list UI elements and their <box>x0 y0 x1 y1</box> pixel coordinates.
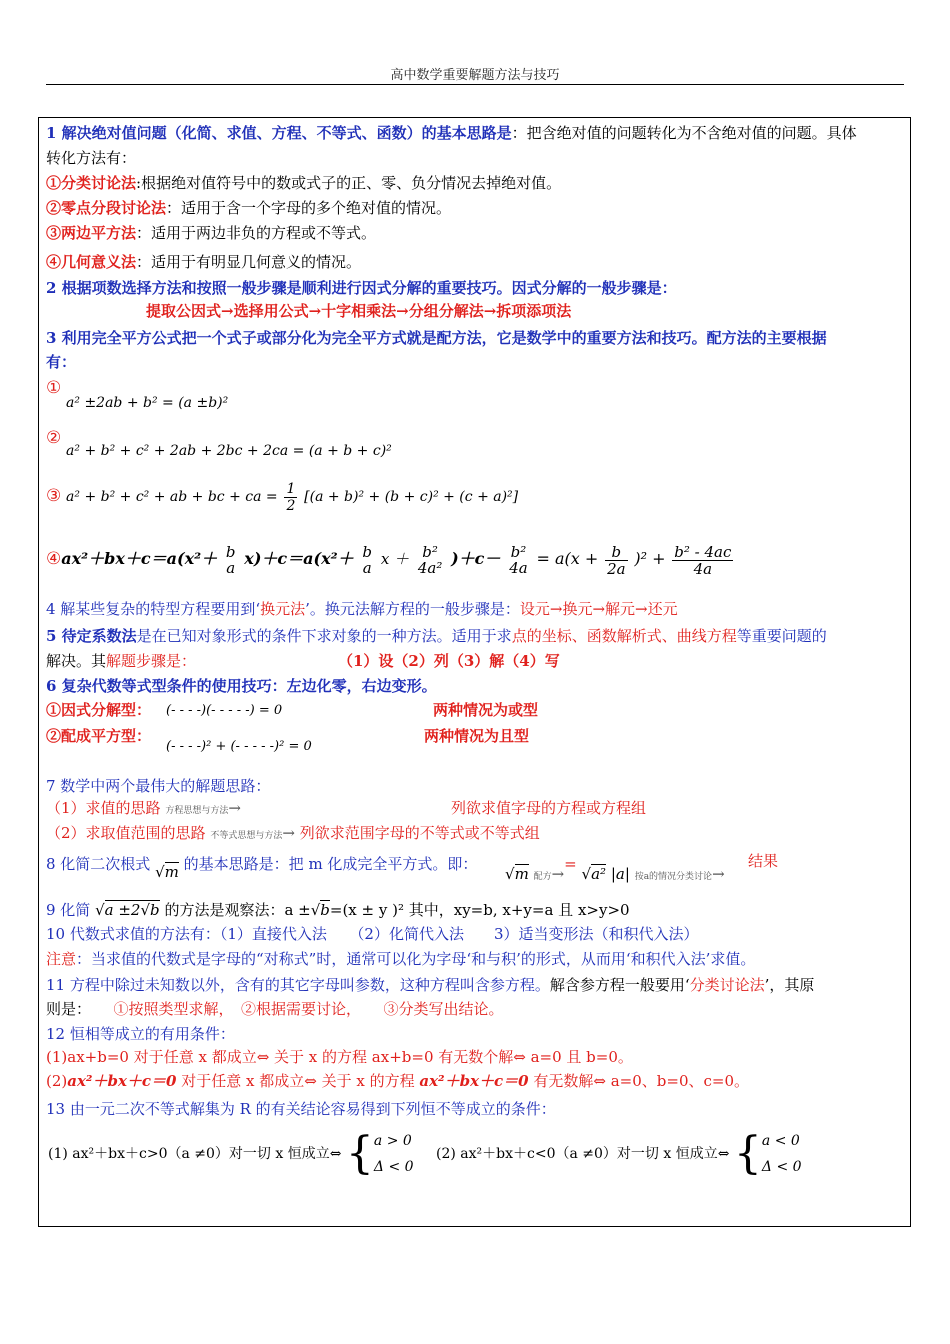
page-header: 高中数学重要解题方法与技巧 <box>390 68 560 83</box>
s7-title: 7 数学中两个最伟大的解题思路： <box>46 777 271 795</box>
s6-r1-name: ①因式分解型： <box>46 701 152 719</box>
arrow-icon: → <box>551 865 565 883</box>
s12-title: 12 恒相等成立的有用条件： <box>46 1025 235 1043</box>
s7-l1-right: 列欲求值字母的方程或方程组 <box>451 799 647 817</box>
header-rule <box>46 84 904 85</box>
s3-formula-3-right: [(a + b)² + (b + c)² + (c + a)²] <box>304 489 519 505</box>
s5-name: 5 待定系数法 <box>46 627 137 645</box>
s13-c2: (2) ax²＋bx＋c<0（a ≠0）对一切 x 恒成立⇔ <box>436 1146 730 1162</box>
s5-steps: （1）设（2）列（3）解（4）写 <box>338 652 560 670</box>
s13-c1-system <box>374 1128 414 1180</box>
s6-r1-formula: (- - - -)(- - - - -) = 0 <box>166 703 283 718</box>
s1-m3 <box>46 223 376 243</box>
s8-line <box>46 851 478 881</box>
s7-l2-small: 不等式思想与方法 <box>210 831 283 841</box>
s11-text: 11 方程中除过未知数以外，含有的其它字母叫参数，这种方程叫含参方程。 <box>46 976 550 994</box>
s2-steps: 提取公因式→选择用公式→十字相乘法→分组分解法→拆项添项法 <box>146 302 572 320</box>
s8-sqrt-a2: √a² <box>581 865 607 883</box>
s4-line <box>46 599 678 619</box>
s3-f4-d: x ＋ <box>380 550 410 568</box>
s3-formula-1: a² ±2ab + b² = (a ±b)² <box>66 395 229 411</box>
s3-f4-frac1 <box>224 544 238 576</box>
left-brace-icon: { <box>733 1128 762 1179</box>
arrow-icon: → <box>282 824 295 842</box>
s10-note-text: ：当求值的代数式是字母的“对称式”时，通常可以化为字母‘和与积’的形式，从而用‘和积代入法’求值。 <box>76 950 756 968</box>
s3-formula-2: a² + b² + c² + 2ab + 2bc + 2ca = (a + b + c)² <box>66 443 392 459</box>
s13-c2-bot: Δ < 0 <box>761 1159 802 1175</box>
s1-m4 <box>46 252 361 272</box>
s3-f4-row <box>46 535 735 583</box>
s5-text3: 解决。其 <box>46 652 107 670</box>
s3-f4-frac3-num: b² <box>422 543 438 561</box>
s1-m2-desc: ：适用于含一个字母的多个绝对值的情况。 <box>166 199 452 217</box>
s11-text4: 则是： <box>46 1000 84 1018</box>
s13-c1-bot: Δ < 0 <box>373 1159 414 1175</box>
s3-f2-mark: ② <box>46 428 62 448</box>
s3-f3-fraction <box>284 481 297 514</box>
s5-steps-label: 解题步骤是： <box>106 652 197 670</box>
s7-l1-small: 方程思想与方法 <box>165 806 229 816</box>
s9-radical <box>95 900 160 919</box>
s3-title2: 有： <box>46 353 77 371</box>
s7-l2-text: （2）求取值范围的思路 <box>46 824 206 842</box>
s3-f4-f: = a(x + <box>536 549 599 568</box>
s12-l2-a: (2) <box>46 1072 68 1090</box>
s7-l2-right: 列欲求范围字母的不等式或不等式组 <box>299 824 540 842</box>
s9-c: 的方法是观察法：a ± <box>164 901 311 919</box>
s8-chain-m: m <box>514 865 529 883</box>
s5-text: 是在已知对象形式的条件下求对象的一种方法。适用于求 <box>136 627 512 645</box>
s13-c1-top: a > 0 <box>373 1133 412 1149</box>
s5-apps: 点的坐标、函数解析式、曲线方程 <box>511 627 737 645</box>
s5-line2 <box>46 651 196 671</box>
s7-l1 <box>46 798 241 821</box>
s4-steps: 设元→换元→解元→还元 <box>519 600 678 618</box>
s1-intro: ：把含绝对值的问题转化为不含绝对值的问题。具体 <box>511 124 857 142</box>
s9-b: b <box>150 901 160 919</box>
s3-formula-3-left: a² + b² + c² + ab + bc + ca = <box>66 489 278 505</box>
s2-title: 2 根据项数选择方法和按照一般步骤是顺利进行因式分解的重要技巧。因式分解的一般步骤是： <box>46 279 677 297</box>
radical-icon: √ <box>581 865 592 883</box>
s10-note <box>46 949 755 969</box>
s8-chain <box>505 855 725 890</box>
arrow-icon: → <box>228 799 241 817</box>
s13-conditions <box>48 1126 802 1182</box>
s3-f4-frac6-num: b² - 4ac <box>674 542 732 561</box>
s1-m1-name: ①分类讨论法 <box>46 174 137 192</box>
s11-line1 <box>46 975 814 995</box>
s1-m2 <box>46 198 451 218</box>
radical-icon: √ <box>95 901 105 919</box>
s9-sqrt-b: √b <box>310 901 330 919</box>
s3-f4-frac4-num: b² <box>510 543 527 561</box>
s3-f3-mark: ③ <box>46 486 62 506</box>
s8-eq: = <box>564 855 577 873</box>
s13-title: 13 由一元二次不等式解集为 R 的有关结论容易得到下列恒不等成立的条件： <box>46 1100 556 1118</box>
s13-c2-system <box>762 1128 802 1180</box>
s3-f3-row <box>46 478 518 515</box>
s8-a: 8 化简二次根式 <box>46 855 151 873</box>
s10-text: 10 代数式求值的方法有：（1）直接代入法 （2）化简代入法 3）适当变形法（和积代入法） <box>46 925 699 943</box>
s1-m4-desc: ：适用于有明显几何意义的情况。 <box>136 253 362 271</box>
arrow-icon: → <box>712 865 725 883</box>
s1-m3-desc: ：适用于两边非负的方程或不等式。 <box>136 224 377 242</box>
s8-sqrt-m <box>155 859 179 885</box>
s1-m2-name: ②零点分段讨论法 <box>46 199 167 217</box>
s5-text2: 等重要问题的 <box>736 627 827 645</box>
s12-l2 <box>46 1071 749 1091</box>
s1-intro2: 转化方法有： <box>46 149 137 167</box>
s3-f4-mark: ④ <box>46 549 62 569</box>
s11-term: 分类讨论法 <box>689 976 765 994</box>
s3-f4-g: )² + <box>634 549 666 568</box>
left-brace-icon: { <box>345 1128 374 1179</box>
s12-l2-formula-2: ax²＋bx＋c＝0 <box>419 1072 529 1090</box>
s3-f4-c: x)＋c＝a(x²＋ <box>244 549 354 568</box>
s5-line1 <box>46 626 827 646</box>
s4-term: 换元法 <box>260 600 306 618</box>
s7-l1-text: （1）求值的思路 <box>46 799 161 817</box>
s3-f4-frac4 <box>507 544 530 576</box>
s3-f4-frac5-den: 2a <box>607 559 626 578</box>
s9-rad: a ±2 <box>104 901 141 919</box>
radical-icon: √ <box>505 865 515 883</box>
s12-l2-b: 对于任意 x 都成立⇔ 关于 x 的方程 <box>181 1072 415 1090</box>
s11-rules: ①按照类型求解， ②根据需要讨论， ③分类写出结论。 <box>113 1000 504 1018</box>
s7-l2 <box>46 823 540 846</box>
s1-m4-name: ④几何意义法 <box>46 253 137 271</box>
s9-a: 9 化简 <box>46 901 91 919</box>
s8-m: m <box>164 863 179 881</box>
s12-l2-c: 有无数解⇔ a=0、b=0、c=0。 <box>533 1072 750 1090</box>
s3-f4-frac1-num: b <box>225 543 236 561</box>
s1-line1 <box>46 123 857 143</box>
s8-chain-sqrt-m <box>505 864 529 883</box>
s8-small2: 按a的情况分类讨论 <box>634 872 713 882</box>
s9-line <box>46 900 630 920</box>
radical-icon: √ <box>155 863 165 881</box>
radical-icon: √ <box>140 901 151 919</box>
s3-f4-frac4-den: 4a <box>509 559 528 577</box>
s3-f4-frac2-den: a <box>362 559 372 577</box>
s3-f3-num: 1 <box>286 480 296 497</box>
s6-r1-note: 两种情况为或型 <box>433 701 539 719</box>
s1-m1-desc: :根据绝对值符号中的数或式子的正、零、负分情况去掉绝对值。 <box>136 174 562 192</box>
s6-r2-note: 两种情况为且型 <box>424 727 530 745</box>
s6-title: 6 复杂代数等式型条件的使用技巧：左边化零，右边变形。 <box>46 677 437 695</box>
s4-text: 4 解某些复杂的特型方程要用到‘ <box>46 600 261 618</box>
s10-note-label: 注意 <box>46 950 77 968</box>
s3-f4-frac3 <box>416 544 445 576</box>
s3-f4-a: ax²＋bx＋c＝a(x²＋ <box>61 549 218 568</box>
s8-b: 的基本思路是：把 m 化成完全平方式。即： <box>183 855 478 873</box>
s13-c2-top: a < 0 <box>761 1133 800 1149</box>
s1-m1 <box>46 173 561 193</box>
s11-text2: 解含参方程一般要用‘ <box>549 976 690 994</box>
s3-f3-den: 2 <box>286 497 296 514</box>
s8-small1: 配方 <box>533 872 552 882</box>
s3-f1-row <box>46 378 229 411</box>
s8-abs-a: |a| <box>610 865 630 883</box>
s3-f2-row <box>46 428 392 459</box>
s3-f4-frac2 <box>360 544 374 576</box>
s13-c1: (1) ax²＋bx＋c>0（a ≠0）对一切 x 恒成立⇔ <box>48 1146 342 1162</box>
s8-result: 结果 <box>748 852 779 870</box>
s6-r2-formula: (- - - -)² + (- - - - -)² = 0 <box>166 739 312 754</box>
s12-l2-formula: ax²＋bx＋c＝0 <box>67 1072 177 1090</box>
s3-f4-frac6 <box>672 544 733 577</box>
s11-text3: ’，其原 <box>764 976 815 994</box>
s3-f4-frac1-den: a <box>226 559 236 577</box>
s3-f4-frac2-num: b <box>362 543 373 561</box>
s4-text2: ’。换元法解方程的一般步骤是： <box>305 600 520 618</box>
s12-l1: (1)ax+b=0 对于任意 x 都成立⇔ 关于 x 的方程 ax+b=0 有无数个解⇔ a=0 且 b=0。 <box>46 1048 633 1066</box>
s1-title: 1 解决绝对值问题（化简、求值、方程、不等式、函数）的基本思路是 <box>46 124 512 142</box>
s9-d: =(x ± y )² 其中，xy=b, x+y=a 且 x>y>0 <box>329 901 630 919</box>
s11-line2 <box>46 999 504 1019</box>
s3-f1-mark: ① <box>46 378 62 398</box>
s3-f4-frac5-num: b <box>605 544 628 561</box>
radical-icon: √ <box>310 901 321 919</box>
s3-title: 3 利用完全平方公式把一个式子或部分化为完全平方式就是配方法，它是数学中的重要方法和技巧。配方法的主要根据 <box>46 329 827 347</box>
s6-r2-name: ②配成平方型： <box>46 727 152 745</box>
s3-f4-e: )＋c－ <box>451 549 501 568</box>
s3-f4-frac5 <box>605 544 628 577</box>
s3-f4-frac3-den: 4a² <box>417 559 443 577</box>
s3-f4-frac6-den: 4a <box>693 559 713 578</box>
s1-m3-name: ③两边平方法 <box>46 224 137 242</box>
